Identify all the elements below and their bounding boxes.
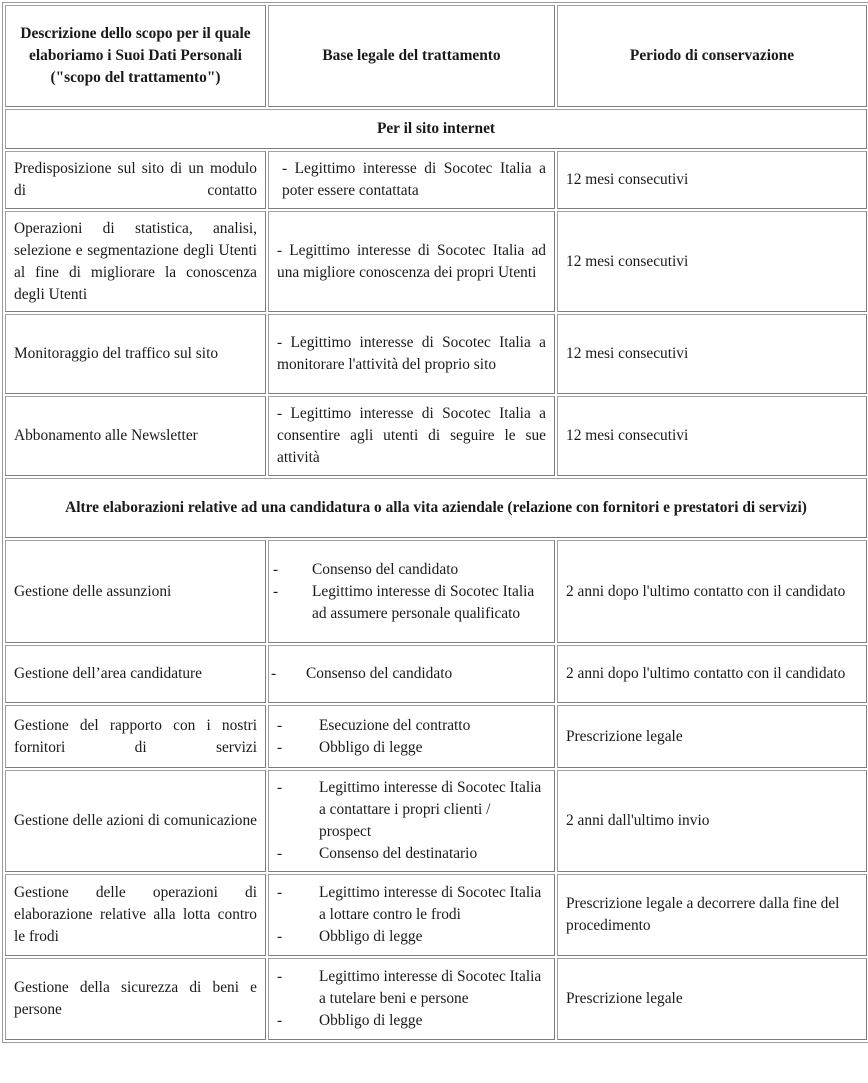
basis-cell <box>268 874 555 956</box>
basis-item: - Obbligo di legge <box>273 737 546 759</box>
retention-cell: 2 anni dopo l'ultimo contatto con il candidato <box>557 540 867 643</box>
purpose-cell: Gestione dell’area candidature <box>5 645 266 703</box>
purpose-cell: Abbonamento alle Newsletter <box>5 396 266 476</box>
basis-item: - Legittimo interesse di Socotec Italia a contattare i propri clienti / prospect <box>277 779 542 840</box>
table-row <box>5 314 867 394</box>
dash-mark: - <box>271 665 277 682</box>
basis-item: - Legittimo interesse di Socotec Italia ad assumere personale qualificato <box>273 582 535 622</box>
table-row <box>5 874 867 956</box>
purpose-cell: Gestione delle azioni di comunicazione <box>5 770 266 872</box>
table-row <box>5 770 867 872</box>
dash-mark: - <box>277 738 283 756</box>
basis-cell: - Legittimo interesse di Socotec Italia a consentire agli utenti di seguire le sue attività <box>268 396 555 476</box>
purpose-cell: Operazioni di statistica, analisi, selezione e segmentazione degli Utenti al fine di migliorare la conoscenza degli Utenti <box>5 211 266 312</box>
retention-cell: Prescrizione legale a decorrere dalla fine del procedimento <box>557 874 867 956</box>
retention-cell: 2 anni dopo l'ultimo contatto con il candidato <box>557 645 867 703</box>
header-basis: Base legale del trattamento <box>268 5 555 107</box>
basis-cell <box>268 705 555 768</box>
dash-mark: - <box>277 928 283 945</box>
basis-item: - Consenso del candidato <box>271 663 546 685</box>
dash-mark: - <box>277 779 283 796</box>
dash-mark: - <box>277 1012 283 1029</box>
dash-mark: - <box>273 560 279 578</box>
section-row <box>5 478 867 538</box>
retention-cell: Prescrizione legale <box>557 705 867 768</box>
table-row <box>5 211 867 312</box>
table-row <box>5 396 867 476</box>
purpose-cell: Gestione delle operazioni di elaborazione relative alla lotta contro le frodi <box>5 874 266 956</box>
purpose-cell: Gestione delle assunzioni <box>5 540 266 643</box>
section-title-website: Per il sito internet <box>5 109 867 149</box>
purpose-cell: Gestione del rapporto con i nostri fornitori di servizi <box>5 705 266 768</box>
data-processing-table <box>2 2 868 1043</box>
basis-item: - Legittimo interesse di Socotec Italia a lottare contro le frodi <box>277 884 542 923</box>
basis-cell: - Legittimo interesse di Socotec Italia a monitorare l'attività del proprio sito <box>268 314 555 394</box>
retention-cell: 12 mesi consecutivi <box>557 151 867 209</box>
basis-item: - Consenso del candidato <box>273 559 546 581</box>
header-purpose: Descrizione dello scopo per il quale elaboriamo i Suoi Dati Personali ("scopo del trattamento") <box>5 5 266 107</box>
basis-item: - Consenso del destinatario <box>273 843 546 865</box>
table-row <box>5 645 867 703</box>
header-row <box>5 5 867 107</box>
table-row <box>5 705 867 768</box>
dash-mark: - <box>277 845 283 862</box>
table-row <box>5 151 867 209</box>
purpose-cell: Monitoraggio del traffico sul sito <box>5 314 266 394</box>
basis-cell: - Legittimo interesse di Socotec Italia ad una migliore conoscenza dei propri Utenti <box>268 211 555 312</box>
purpose-cell: Gestione della sicurezza di beni e persone <box>5 958 266 1040</box>
purpose-cell: Predisposizione sul sito di un modulo di contatto <box>5 151 266 209</box>
section-title-other: Altre elaborazioni relative ad una candidatura o alla vita aziendale (relazione con fornitori e prestatori di servizi) <box>5 478 867 538</box>
dash-mark: - <box>277 968 283 985</box>
basis-item: - Obbligo di legge <box>273 1010 546 1032</box>
retention-cell: 12 mesi consecutivi <box>557 211 867 312</box>
basis-cell: - Legittimo interesse di Socotec Italia a poter essere contattata <box>268 151 555 209</box>
basis-item: - Esecuzione del contratto <box>273 715 546 737</box>
basis-item: - Legittimo interesse di Socotec Italia a tutelare beni e persone <box>277 968 542 1007</box>
retention-cell: 12 mesi consecutivi <box>557 314 867 394</box>
basis-cell <box>268 770 555 872</box>
header-retention: Periodo di conservazione <box>557 5 867 107</box>
basis-cell <box>268 540 555 643</box>
retention-cell: 2 anni dall'ultimo invio <box>557 770 867 872</box>
dash-mark: - <box>277 716 283 734</box>
table-row <box>5 540 867 643</box>
retention-cell: Prescrizione legale <box>557 958 867 1040</box>
section-row <box>5 109 867 149</box>
basis-cell <box>268 645 555 703</box>
table-row <box>5 958 867 1040</box>
retention-cell: 12 mesi consecutivi <box>557 396 867 476</box>
dash-mark: - <box>273 582 279 600</box>
basis-cell <box>268 958 555 1040</box>
basis-item: - Obbligo di legge <box>273 926 546 948</box>
dash-mark: - <box>277 884 283 901</box>
